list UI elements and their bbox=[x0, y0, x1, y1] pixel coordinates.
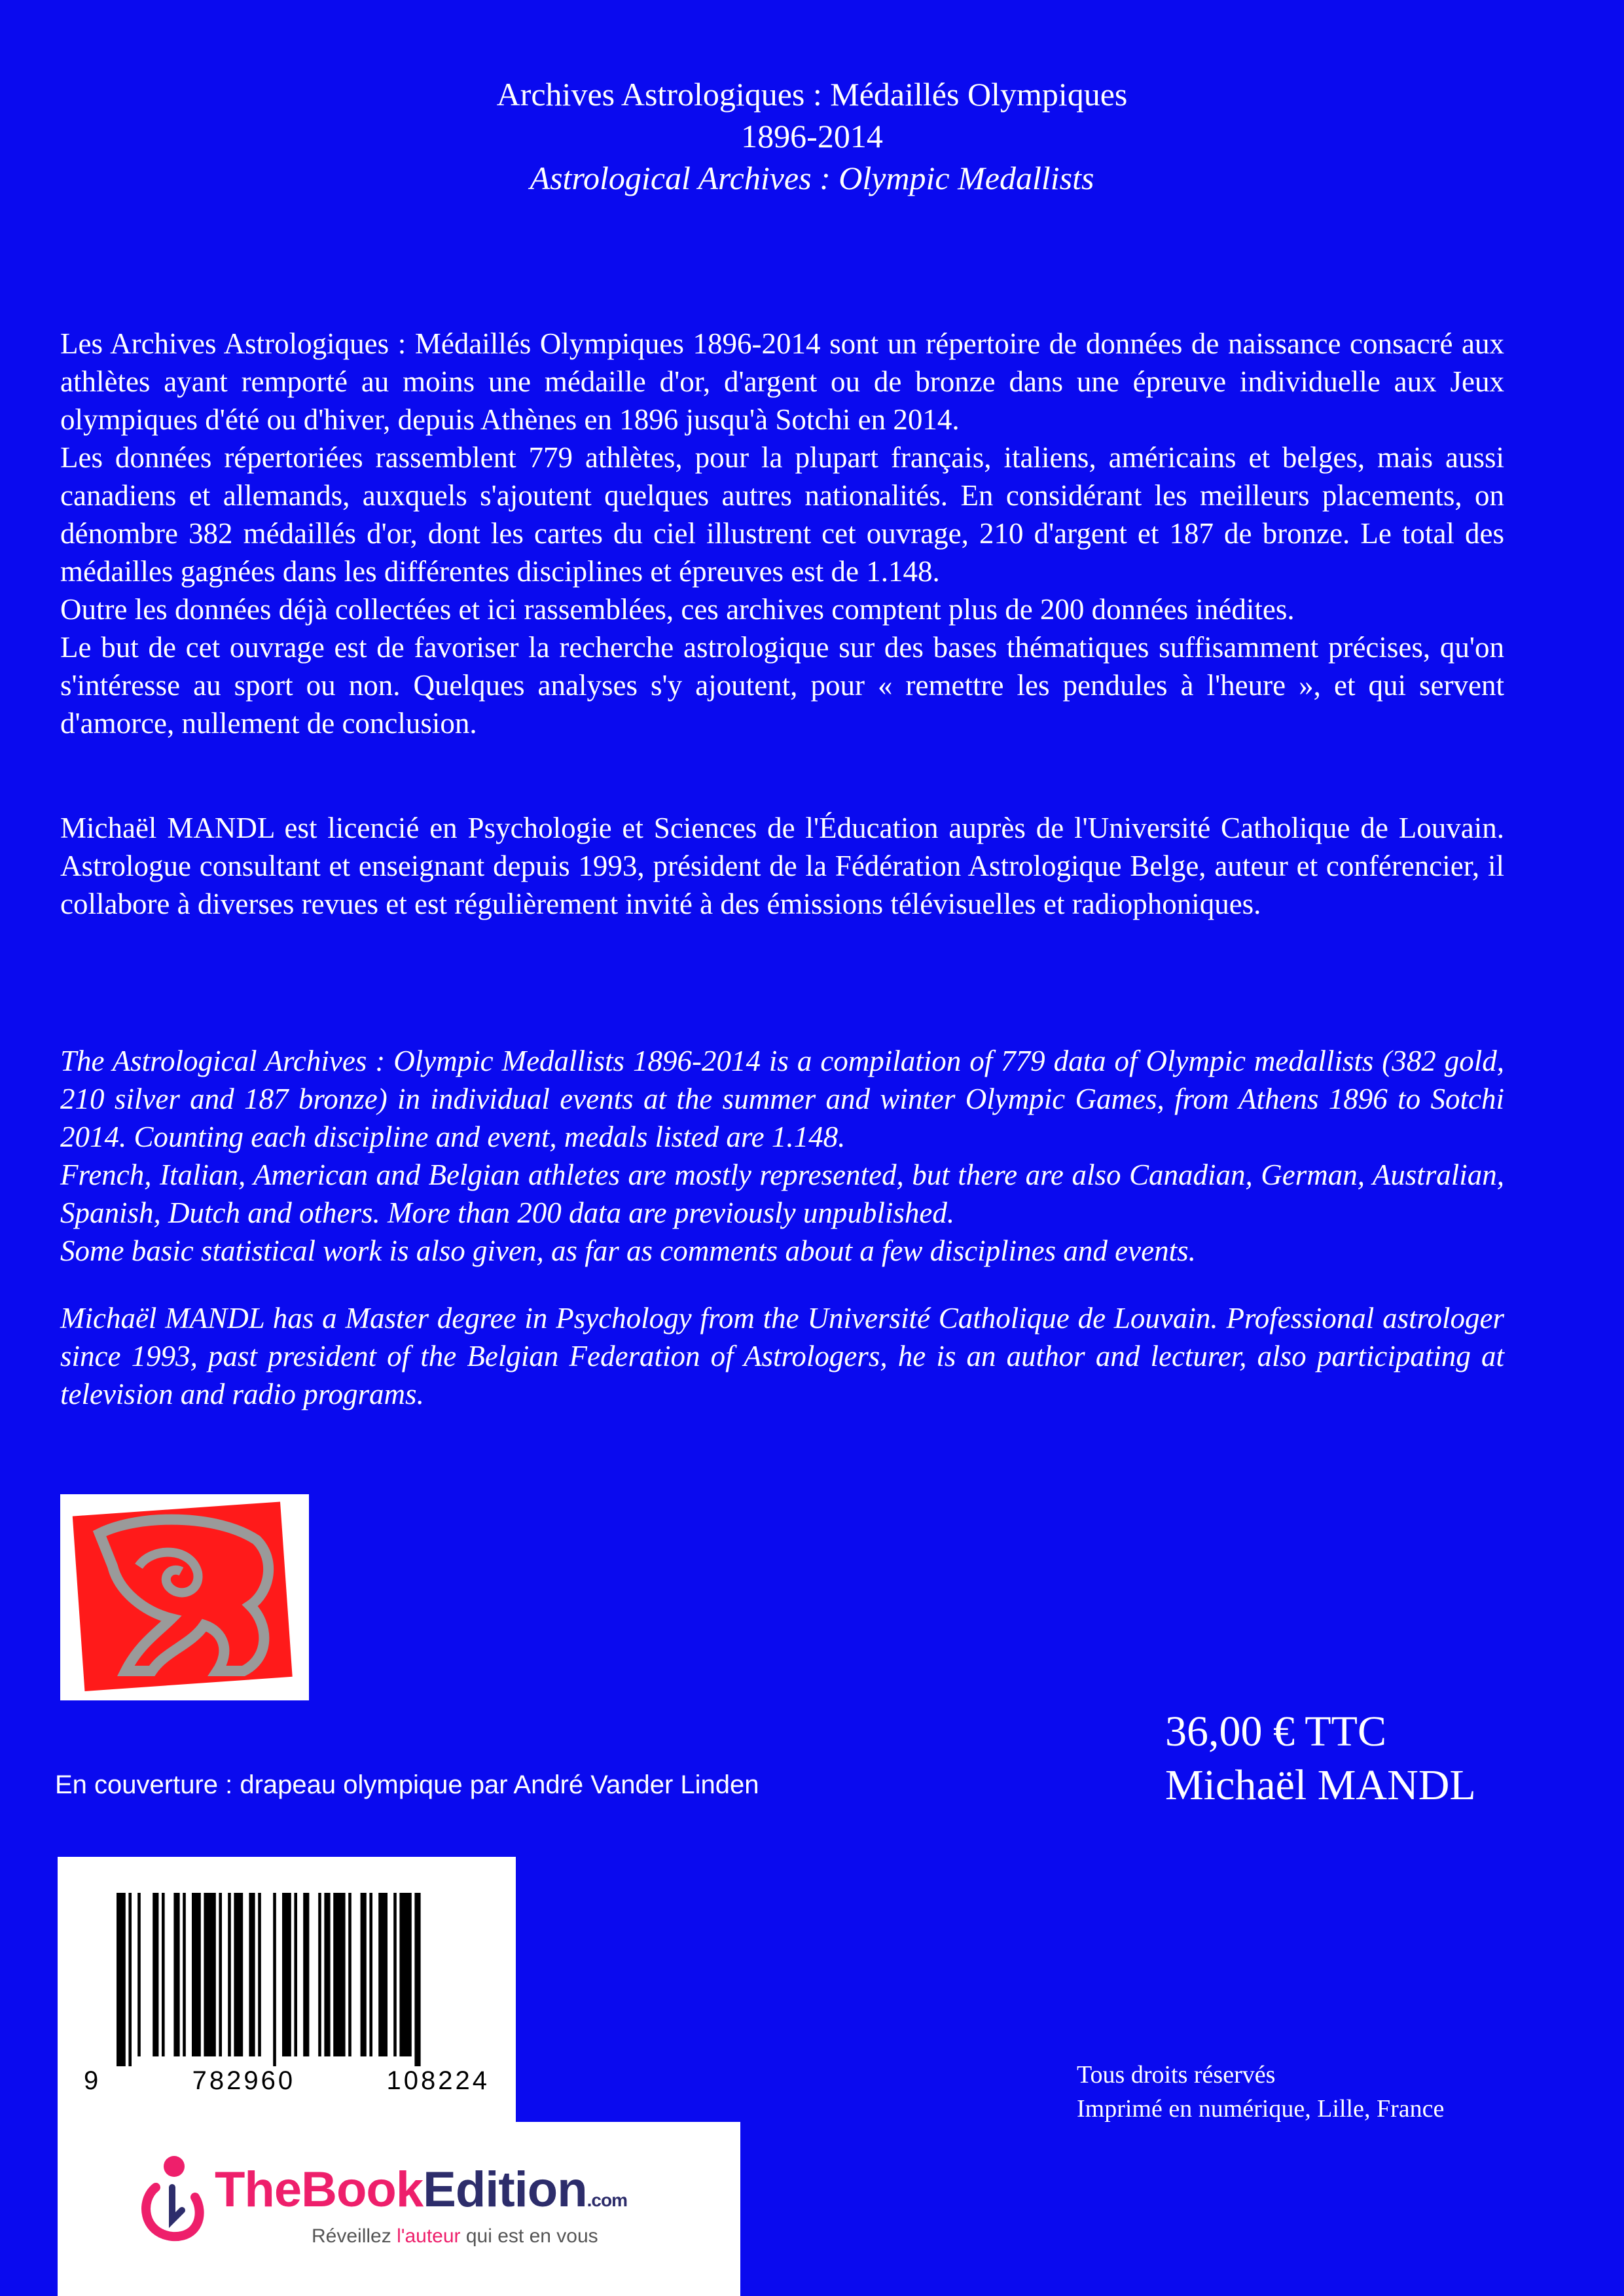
tagline-post: qui est en vous bbox=[460, 2225, 598, 2247]
barcode-digits bbox=[84, 2066, 490, 2096]
english-description bbox=[60, 1042, 1504, 1270]
french-paragraph: Les Archives Astrologiques : Médaillés Olympiques 1896-2014 sont un répertoire de données de naissance consacré aux athlètes ayant remporté au moins une médaille d'or, d'argent ou de bronze dans une épreuve individuelle aux Jeux olympiques d'été ou d'hiver, depuis Athènes en 1896 jusqu'à Sotchi en 2014. bbox=[60, 327, 1504, 436]
price-author-block bbox=[1165, 1705, 1476, 1812]
publisher-name-part1: TheBook bbox=[215, 2162, 424, 2217]
publisher-domain: .com bbox=[586, 2190, 627, 2210]
rights-line: Tous droits réservés bbox=[1077, 2061, 1276, 2089]
title-en: Astrological Archives : Olympic Medallists bbox=[530, 160, 1094, 196]
rights-notice bbox=[1077, 2058, 1444, 2126]
publisher-person-icon bbox=[136, 2148, 208, 2246]
author-name: Michaël MANDL bbox=[1165, 1761, 1476, 1809]
english-paragraph: Some basic statistical work is also given, as far as comments about a few disciplines and events. bbox=[60, 1234, 1196, 1267]
publisher-name bbox=[215, 2161, 627, 2218]
english-paragraph: French, Italian, American and Belgian athletes are mostly represented, but there are also Canadian, German, Australian, Spanish, Dutch and others. More than 200 data are previously unpublished. bbox=[60, 1158, 1504, 1229]
print-line: Imprimé en numérique, Lille, France bbox=[1077, 2095, 1445, 2123]
english-paragraph: The Astrological Archives : Olympic Medallists 1896-2014 is a compilation of 779 data of Olympic medallists (382 gold, 210 silver and 187 bronze) in individual events at the summer and winter Olympic Games, from Athens 1896 to Sotchi 2014. Counting each discipline and event, medals listed are 1.148. bbox=[60, 1045, 1504, 1153]
french-paragraph: Les données répertoriées rassemblent 779 athlètes, pour la plupart français, italiens, américains et belges, mais aussi canadiens et allemands, auxquels s'ajoutent quelques autres nationalités. En considérant les meilleurs placements, on dénombre 382 médaillés d'or, dont les cartes du ciel illustrent cet ouvrage, 210 d'argent et 187 de bronze. Le total des médailles gagnées dans les différentes disciplines et épreuves est de 1.148. bbox=[60, 441, 1504, 588]
english-author-bio: Michaël MANDL has a Master degree in Psychology from the Université Catholique de Louvain. Professional astrologer since 1993, past president of the Belgian Federation of Astrologers, he is an author and lecturer, also participating at television and radio programs. bbox=[60, 1302, 1504, 1410]
barcode-digit-group: 9 bbox=[84, 2066, 101, 2095]
publisher-tagline bbox=[312, 2225, 598, 2248]
barcode-bars-icon bbox=[58, 1857, 516, 2066]
french-author-bio: Michaël MANDL est licencié en Psychologie et Sciences de l'Éducation auprès de l'Université Catholique de Louvain. Astrologue consultant et enseignant depuis 1993, président de la Fédération Astrologique Belge, auteur et conférencier, il collabore à diverses revues et est régulièrement invité à des émissions télévisuelles et radiophoniques. bbox=[60, 812, 1504, 920]
french-paragraph: Le but de cet ouvrage est de favoriser la recherche astrologique sur des bases thématiques suffisamment précises, qu'on s'intéresse au sport ou non. Quelques analyses s'y ajoutent, pour « remettre les pendules à l'heure », et qui servent d'amorce, nullement de conclusion. bbox=[60, 631, 1504, 740]
title-fr: Archives Astrologiques : Médaillés Olympiques bbox=[496, 76, 1128, 113]
barcode bbox=[58, 1857, 516, 2122]
title-years: 1896-2014 bbox=[741, 118, 883, 154]
tagline-pre: Réveillez bbox=[312, 2225, 397, 2247]
french-description bbox=[60, 325, 1504, 742]
ram-logo-icon bbox=[60, 1494, 309, 1700]
french-paragraph: Outre les données déjà collectées et ici rassemblées, ces archives comptent plus de 200 données inédites. bbox=[60, 593, 1295, 626]
price: 36,00 € TTC bbox=[1165, 1708, 1386, 1755]
cover-credit: En couverture : drapeau olympique par André Vander Linden bbox=[55, 1770, 759, 1799]
barcode-digit-group: 782960 bbox=[192, 2066, 296, 2095]
barcode-digit-group: 108224 bbox=[386, 2066, 490, 2095]
tagline-highlight: l'auteur bbox=[397, 2225, 461, 2247]
publisher-logo bbox=[58, 2122, 740, 2296]
publisher-name-part2: Edition bbox=[423, 2162, 587, 2217]
title-block bbox=[0, 73, 1624, 199]
